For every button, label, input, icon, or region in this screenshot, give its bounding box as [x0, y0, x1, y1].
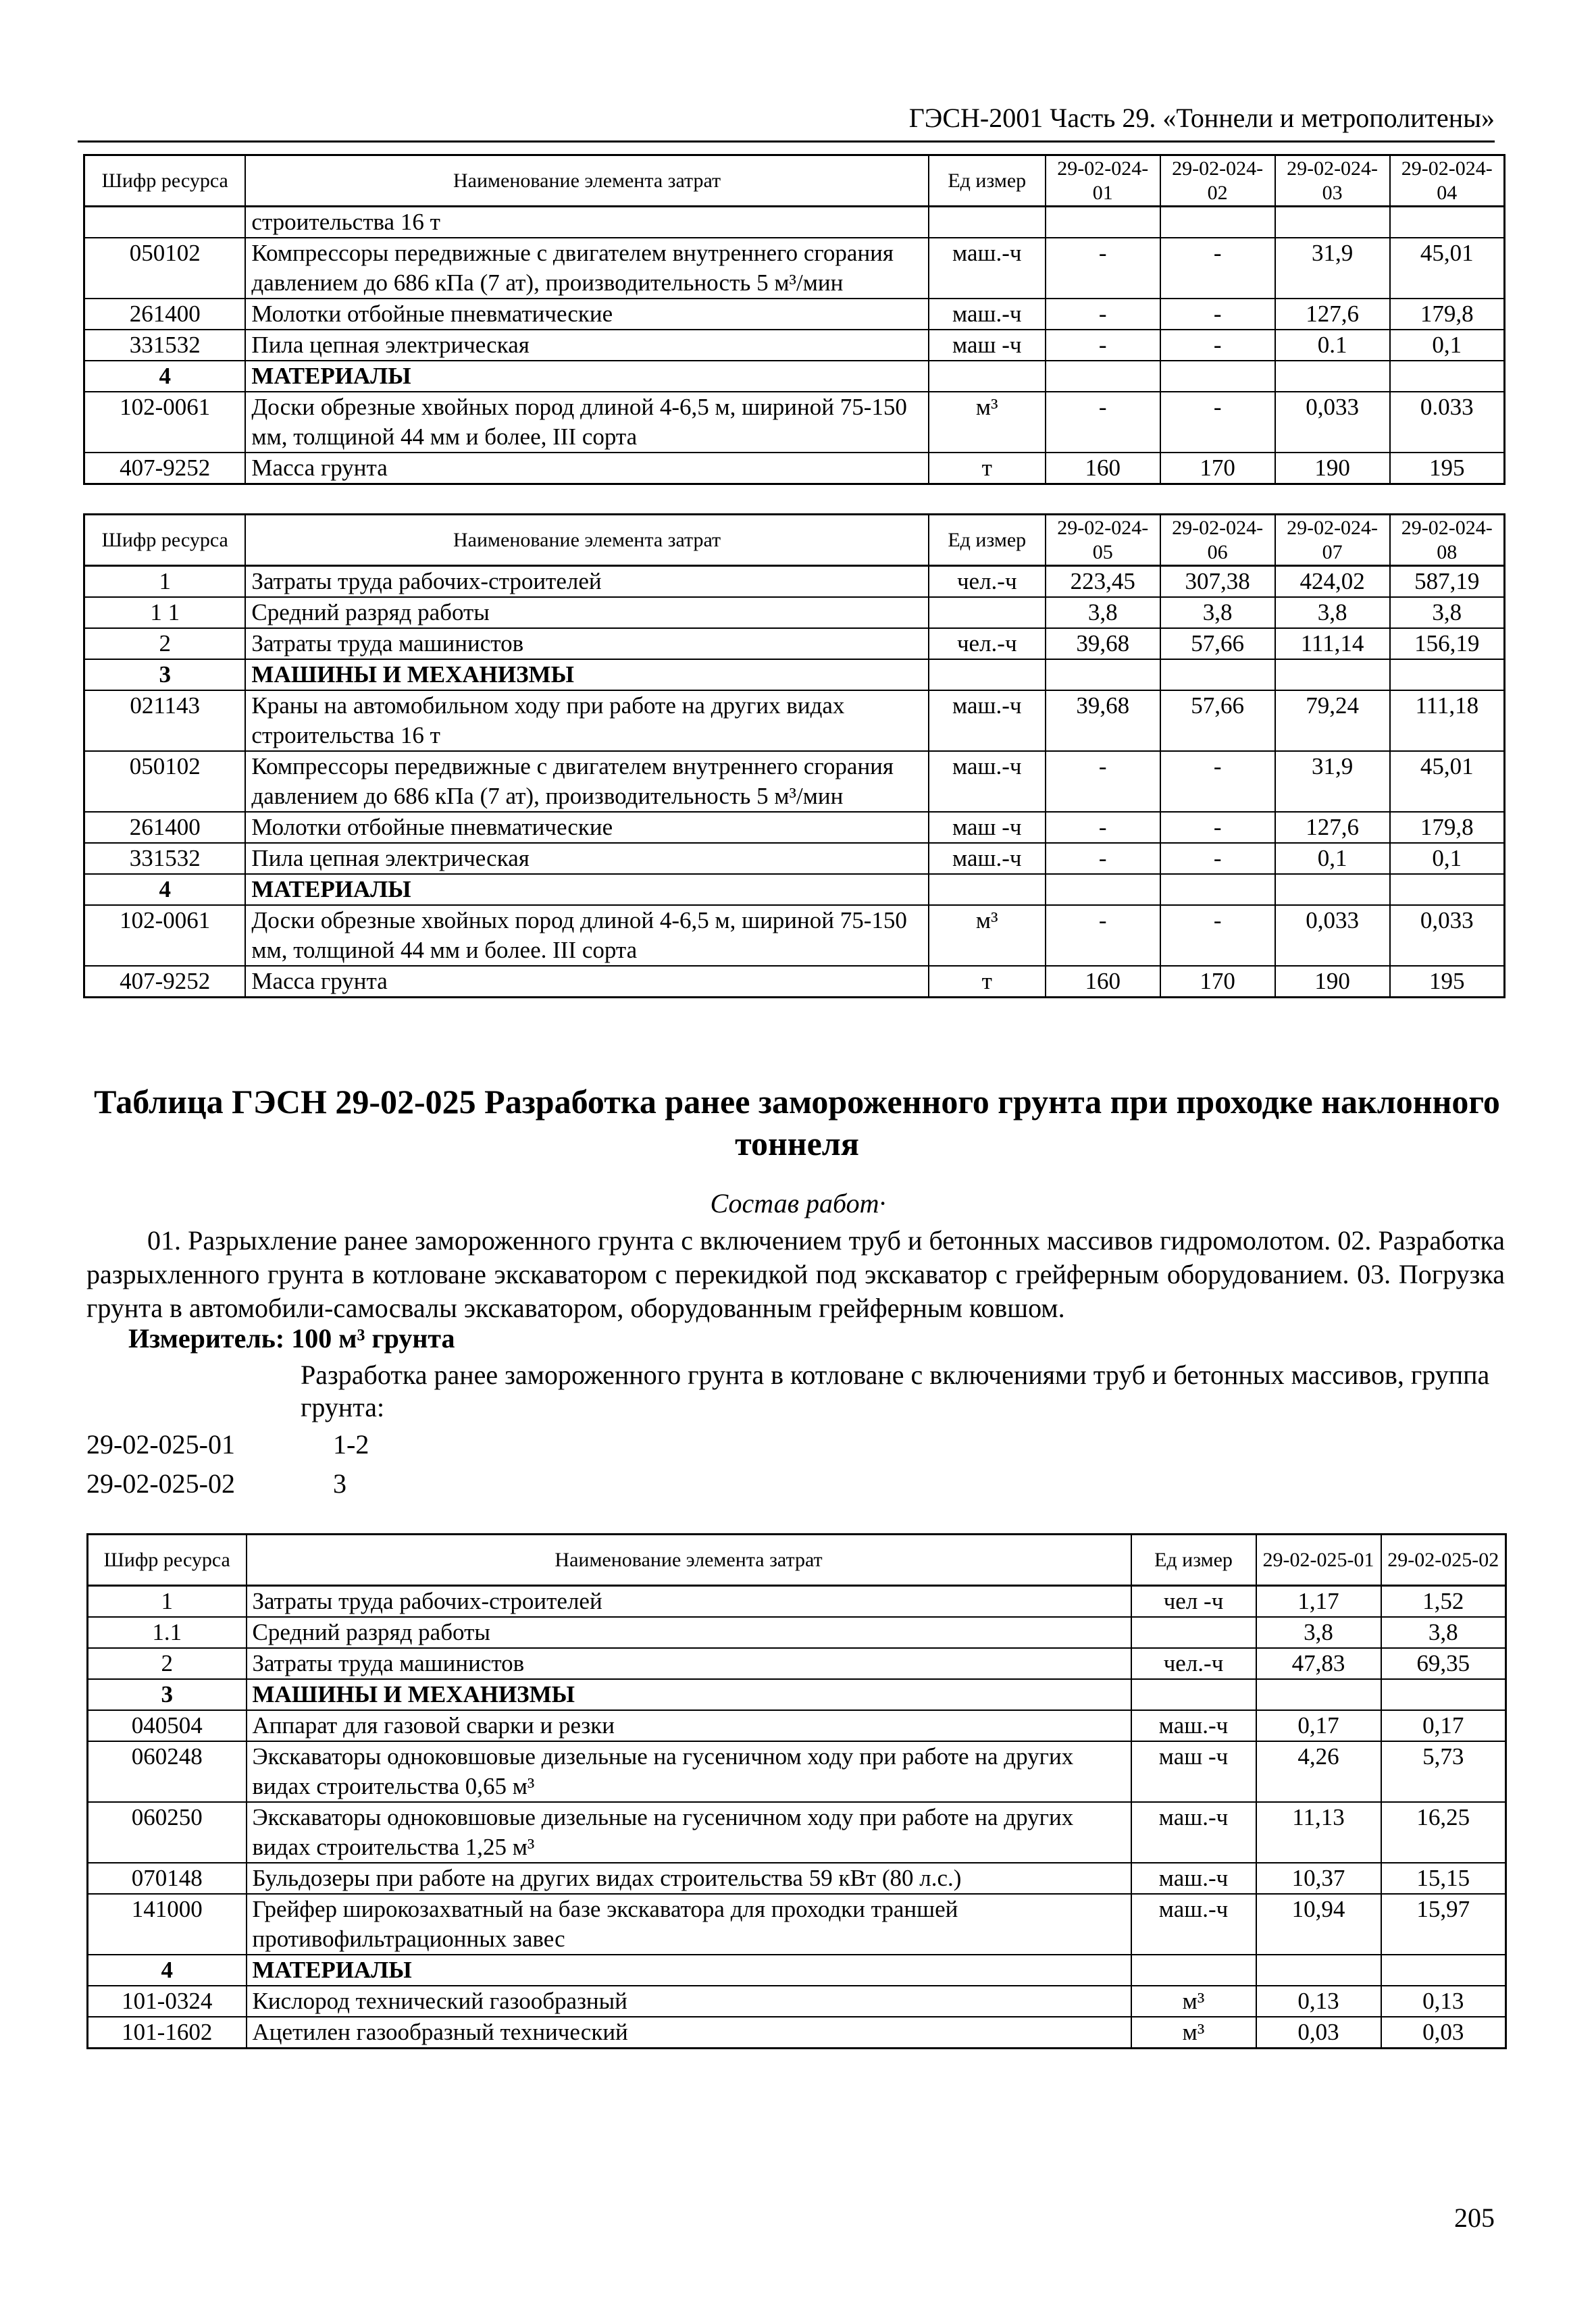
unit-of-measure: Измеритель: 100 м³ грунта — [128, 1323, 455, 1354]
resource-code: 3 — [84, 659, 246, 690]
table-row — [84, 751, 1505, 812]
value-cell: 111,14 — [1275, 628, 1390, 659]
value-cell: 15,97 — [1381, 1894, 1506, 1955]
table-row — [84, 905, 1505, 966]
cost-element-name: МАШИНЫ И МЕХАНИЗМЫ — [247, 1679, 1131, 1710]
resource-code: 102-0061 — [84, 392, 246, 453]
table-row — [84, 843, 1505, 874]
value-cell: 0,1 — [1390, 843, 1505, 874]
column-header: 29-02-024-05 — [1046, 515, 1160, 566]
work-composition-text: 01. Разрыхление ранее замороженного грунта с включением труб и бетонных массивов гидромолотом. 02. Разработка разрыхленного грунта в котловане экскаватором с перекидкой под экскаватор с грейферным оборудованием. 03. Погрузка грунта в автомобили-самосвалы экскаватором, оборудованным грейферным ковшом. — [86, 1225, 1505, 1323]
work-description: Разработка ранее замороженного грунта в котловане с включениями труб и бетонных массивов, группа грунта: — [301, 1360, 1490, 1422]
resource-code — [84, 207, 246, 238]
table-row — [84, 299, 1505, 330]
value-cell: 179,8 — [1390, 812, 1505, 843]
value-cell: 57,66 — [1160, 628, 1275, 659]
value-cell: - — [1160, 392, 1275, 453]
cost-element-name: Средний разряд работы — [247, 1617, 1131, 1648]
unit-cell — [929, 361, 1046, 392]
table-row — [84, 453, 1505, 484]
page-number: 205 — [1454, 2203, 1495, 2233]
value-cell: 127,6 — [1275, 299, 1390, 330]
value-cell — [1256, 1679, 1381, 1710]
table-row — [88, 1617, 1506, 1648]
value-cell: 195 — [1390, 453, 1505, 484]
table-row — [84, 330, 1505, 361]
value-cell — [1381, 1955, 1506, 1986]
value-cell: - — [1160, 330, 1275, 361]
resource-code: 261400 — [84, 299, 246, 330]
value-cell: 170 — [1160, 453, 1275, 484]
value-cell: 57,66 — [1160, 690, 1275, 751]
unit-cell — [929, 597, 1046, 628]
value-cell — [1390, 361, 1505, 392]
table-row — [88, 1741, 1506, 1802]
cost-element-name: МАТЕРИАЛЫ — [247, 1955, 1131, 1986]
value-cell: - — [1046, 812, 1160, 843]
value-cell: 0,033 — [1390, 905, 1505, 966]
cost-element-name: Доски обрезные хвойных пород длиной 4-6,5 м, шириной 75-150 мм, толщиной 44 мм и более, III сорта — [245, 392, 928, 453]
value-cell: 15,15 — [1381, 1863, 1506, 1894]
table-row — [88, 1955, 1506, 1986]
cost-element-name: Грейфер широкозахватный на базе экскаватора для проходки траншей противофильтрационных завес — [247, 1894, 1131, 1955]
value-cell — [1390, 874, 1505, 905]
value-cell: 45,01 — [1390, 238, 1505, 299]
resource-code: 407-9252 — [84, 966, 246, 998]
resource-code: 1 — [84, 566, 246, 598]
value-cell: - — [1160, 751, 1275, 812]
value-cell: 39,68 — [1046, 628, 1160, 659]
cost-element-name: Бульдозеры при работе на других видах строительства 59 кВт (80 л.с.) — [247, 1863, 1131, 1894]
resource-code: 4 — [84, 361, 246, 392]
value-cell: - — [1046, 751, 1160, 812]
value-cell: 0,17 — [1381, 1710, 1506, 1741]
table-row — [84, 690, 1505, 751]
cost-element-name: Компрессоры передвижные с двигателем внутреннего сгорания давлением до 686 кПа (7 ат), производительность 5 м³/мин — [245, 238, 928, 299]
value-cell: - — [1046, 843, 1160, 874]
value-cell: 3,8 — [1160, 597, 1275, 628]
unit-cell: т — [929, 453, 1046, 484]
value-cell: 190 — [1275, 966, 1390, 998]
table-row — [84, 812, 1505, 843]
value-cell — [1275, 207, 1390, 238]
cost-element-name: Затраты труда рабочих-строителей — [247, 1586, 1131, 1618]
value-cell: 127,6 — [1275, 812, 1390, 843]
unit-cell — [929, 659, 1046, 690]
unit-cell: маш.-ч — [1131, 1710, 1256, 1741]
value-cell: 39,68 — [1046, 690, 1160, 751]
resource-code: 331532 — [84, 843, 246, 874]
value-cell — [1160, 874, 1275, 905]
column-header: 29-02-024-04 — [1390, 155, 1505, 207]
column-header: Наименование элемента затрат — [247, 1535, 1131, 1586]
value-cell — [1256, 1955, 1381, 1986]
value-cell: 0,03 — [1256, 2017, 1381, 2049]
column-header: 29-02-025-02 — [1381, 1535, 1506, 1586]
value-cell: 190 — [1275, 453, 1390, 484]
value-cell: 156,19 — [1390, 628, 1505, 659]
unit-cell — [1131, 1617, 1256, 1648]
unit-cell: маш -ч — [929, 812, 1046, 843]
unit-cell: маш.-ч — [929, 751, 1046, 812]
value-cell: 79,24 — [1275, 690, 1390, 751]
unit-cell: маш.-ч — [1131, 1894, 1256, 1955]
cost-element-name: МАТЕРИАЛЫ — [245, 874, 928, 905]
table-row — [88, 1586, 1506, 1618]
table-row — [88, 1863, 1506, 1894]
value-cell: 195 — [1390, 966, 1505, 998]
cost-element-name: Масса грунта — [245, 453, 928, 484]
column-header: Ед измер — [929, 155, 1046, 207]
value-cell: 0.1 — [1275, 330, 1390, 361]
unit-cell — [929, 207, 1046, 238]
unit-cell: м³ — [929, 905, 1046, 966]
resource-code: 101-0324 — [88, 1986, 247, 2017]
resource-table-025 — [86, 1533, 1507, 2049]
unit-cell — [1131, 1679, 1256, 1710]
value-cell: - — [1046, 238, 1160, 299]
value-cell: 11,13 — [1256, 1802, 1381, 1863]
column-header: 29-02-024-07 — [1275, 515, 1390, 566]
norm-code-value: 1-2 — [333, 1429, 369, 1460]
resource-code: 070148 — [88, 1863, 247, 1894]
value-cell: 223,45 — [1046, 566, 1160, 598]
resource-code: 1 1 — [84, 597, 246, 628]
cost-element-name: Масса грунта — [245, 966, 928, 998]
table-row — [84, 597, 1505, 628]
cost-element-name: Экскаваторы одноковшовые дизельные на гусеничном ходу при работе на других видах строительства 0,65 м³ — [247, 1741, 1131, 1802]
value-cell — [1160, 361, 1275, 392]
column-header: 29-02-024-03 — [1275, 155, 1390, 207]
resource-code: 050102 — [84, 238, 246, 299]
value-cell: 587,19 — [1390, 566, 1505, 598]
column-header: 29-02-024-01 — [1046, 155, 1160, 207]
value-cell: 0.033 — [1390, 392, 1505, 453]
table-row — [88, 1802, 1506, 1863]
value-cell — [1160, 207, 1275, 238]
resource-code: 331532 — [84, 330, 246, 361]
resource-code: 060250 — [88, 1802, 247, 1863]
value-cell: - — [1046, 299, 1160, 330]
column-header: 29-02-024-02 — [1160, 155, 1275, 207]
cost-element-name: Экскаваторы одноковшовые дизельные на гусеничном ходу при работе на других видах строительства 1,25 м³ — [247, 1802, 1131, 1863]
cost-element-name: Пила цепная электрическая — [245, 843, 928, 874]
value-cell — [1381, 1679, 1506, 1710]
table-row — [84, 874, 1505, 905]
value-cell: 0,03 — [1381, 2017, 1506, 2049]
resource-code: 101-1602 — [88, 2017, 247, 2049]
resource-code: 407-9252 — [84, 453, 246, 484]
value-cell: 0,1 — [1275, 843, 1390, 874]
table-row — [84, 238, 1505, 299]
value-cell — [1275, 659, 1390, 690]
unit-cell: маш -ч — [1131, 1741, 1256, 1802]
value-cell: 111,18 — [1390, 690, 1505, 751]
unit-cell: м³ — [929, 392, 1046, 453]
unit-cell: маш.-ч — [929, 238, 1046, 299]
resource-table-024-01-04 — [83, 154, 1505, 485]
value-cell — [1275, 361, 1390, 392]
norm-code: 29-02-025-01 — [86, 1429, 235, 1460]
value-cell: 31,9 — [1275, 751, 1390, 812]
resource-code: 3 — [88, 1679, 247, 1710]
value-cell — [1390, 207, 1505, 238]
unit-cell: м³ — [1131, 2017, 1256, 2049]
unit-cell: м³ — [1131, 1986, 1256, 2017]
norm-codes — [86, 1425, 369, 1503]
value-cell — [1390, 659, 1505, 690]
table-row — [84, 566, 1505, 598]
value-cell: - — [1160, 238, 1275, 299]
norm-code: 29-02-025-02 — [86, 1468, 235, 1499]
resource-code: 2 — [84, 628, 246, 659]
value-cell: 10,37 — [1256, 1863, 1381, 1894]
column-header: 29-02-024-08 — [1390, 515, 1505, 566]
section-title: Таблица ГЭСН 29-02-025 Разработка ранее замороженного грунта при проходке наклонного тоннеля — [94, 1083, 1500, 1162]
value-cell: 69,35 — [1381, 1648, 1506, 1679]
value-cell: 10,94 — [1256, 1894, 1381, 1955]
value-cell: 0,033 — [1275, 905, 1390, 966]
table-row — [88, 1986, 1506, 2017]
value-cell: 0,17 — [1256, 1710, 1381, 1741]
column-header: 29-02-024-06 — [1160, 515, 1275, 566]
cost-element-name: Компрессоры передвижные с двигателем внутреннего сгорания давлением до 686 кПа (7 ат), производительность 5 м³/мин — [245, 751, 928, 812]
value-cell: - — [1046, 330, 1160, 361]
value-cell: - — [1160, 812, 1275, 843]
cost-element-name: Молотки отбойные пневматические — [245, 299, 928, 330]
unit-cell: маш.-ч — [929, 299, 1046, 330]
value-cell — [1275, 874, 1390, 905]
table-row — [84, 361, 1505, 392]
value-cell — [1046, 874, 1160, 905]
value-cell: 16,25 — [1381, 1802, 1506, 1863]
cost-element-name: Молотки отбойные пневматические — [245, 812, 928, 843]
value-cell: - — [1046, 392, 1160, 453]
column-header: Шифр ресурса — [84, 515, 246, 566]
unit-cell: чел.-ч — [929, 628, 1046, 659]
value-cell — [1160, 659, 1275, 690]
column-header: Ед измер — [1131, 1535, 1256, 1586]
cost-element-name: МАТЕРИАЛЫ — [245, 361, 928, 392]
resource-code: 021143 — [84, 690, 246, 751]
norm-code-row — [86, 1425, 369, 1464]
cost-element-name: Затраты труда машинистов — [245, 628, 928, 659]
norm-code-row — [86, 1464, 369, 1503]
value-cell — [1046, 361, 1160, 392]
cost-element-name: Ацетилен газообразный технический — [247, 2017, 1131, 2049]
unit-cell: маш -ч — [929, 330, 1046, 361]
cost-element-name: Пила цепная электрическая — [245, 330, 928, 361]
value-cell: - — [1046, 905, 1160, 966]
cost-element-name: Доски обрезные хвойных пород длиной 4-6,5 м, шириной 75-150 мм, толщиной 44 мм и более. III сорта — [245, 905, 928, 966]
resource-table-024-05-08 — [83, 513, 1505, 998]
value-cell: - — [1160, 905, 1275, 966]
cost-element-name: Аппарат для газовой сварки и резки — [247, 1710, 1131, 1741]
value-cell: - — [1160, 843, 1275, 874]
value-cell: 5,73 — [1381, 1741, 1506, 1802]
value-cell — [1046, 659, 1160, 690]
resource-code: 1 — [88, 1586, 247, 1618]
value-cell: 424,02 — [1275, 566, 1390, 598]
value-cell: 3,8 — [1046, 597, 1160, 628]
unit-cell: маш.-ч — [1131, 1802, 1256, 1863]
cost-element-name: МАШИНЫ И МЕХАНИЗМЫ — [245, 659, 928, 690]
cost-element-name: Затраты труда машинистов — [247, 1648, 1131, 1679]
unit-cell: маш.-ч — [929, 690, 1046, 751]
resource-code: 4 — [84, 874, 246, 905]
value-cell: 0,1 — [1390, 330, 1505, 361]
column-header: 29-02-025-01 — [1256, 1535, 1381, 1586]
resource-code: 050102 — [84, 751, 246, 812]
resource-code: 040504 — [88, 1710, 247, 1741]
running-header: ГЭСН-2001 Часть 29. «Тоннели и метрополитены» — [78, 101, 1495, 143]
unit-cell: маш.-ч — [929, 843, 1046, 874]
resource-code: 102-0061 — [84, 905, 246, 966]
value-cell: 0,033 — [1275, 392, 1390, 453]
value-cell: 160 — [1046, 966, 1160, 998]
value-cell: 3,8 — [1381, 1617, 1506, 1648]
value-cell — [1046, 207, 1160, 238]
cost-element-name: Кислород технический газообразный — [247, 1986, 1131, 2017]
column-header: Шифр ресурса — [88, 1535, 247, 1586]
resource-code: 1.1 — [88, 1617, 247, 1648]
table-row — [88, 2017, 1506, 2049]
resource-code: 2 — [88, 1648, 247, 1679]
value-cell: 45,01 — [1390, 751, 1505, 812]
table-row — [88, 1679, 1506, 1710]
value-cell: 3,8 — [1256, 1617, 1381, 1648]
table-row — [84, 392, 1505, 453]
column-header: Шифр ресурса — [84, 155, 246, 207]
column-header: Наименование элемента затрат — [245, 515, 928, 566]
value-cell: 170 — [1160, 966, 1275, 998]
unit-cell: маш.-ч — [1131, 1863, 1256, 1894]
unit-cell: чел.-ч — [929, 566, 1046, 598]
table-row — [88, 1648, 1506, 1679]
unit-cell — [929, 874, 1046, 905]
value-cell: 47,83 — [1256, 1648, 1381, 1679]
cost-element-name: Краны на автомобильном ходу при работе на других видах строительства 16 т — [245, 690, 928, 751]
unit-cell — [1131, 1955, 1256, 1986]
value-cell: 31,9 — [1275, 238, 1390, 299]
unit-cell: чел -ч — [1131, 1586, 1256, 1618]
value-cell: 1,52 — [1381, 1586, 1506, 1618]
resource-code: 261400 — [84, 812, 246, 843]
value-cell: 4,26 — [1256, 1741, 1381, 1802]
value-cell: 3,8 — [1275, 597, 1390, 628]
value-cell: 0,13 — [1256, 1986, 1381, 2017]
cost-element-name: Затраты труда рабочих-строителей — [245, 566, 928, 598]
value-cell: 160 — [1046, 453, 1160, 484]
table-row — [88, 1710, 1506, 1741]
value-cell: 1,17 — [1256, 1586, 1381, 1618]
column-header: Наименование элемента затрат — [245, 155, 928, 207]
value-cell: 307,38 — [1160, 566, 1275, 598]
cost-element-name: Средний разряд работы — [245, 597, 928, 628]
table-row — [88, 1894, 1506, 1955]
column-header: Ед измер — [929, 515, 1046, 566]
unit-cell: т — [929, 966, 1046, 998]
value-cell: 0,13 — [1381, 1986, 1506, 2017]
resource-code: 141000 — [88, 1894, 247, 1955]
value-cell: 179,8 — [1390, 299, 1505, 330]
value-cell: 3,8 — [1390, 597, 1505, 628]
table-row — [84, 628, 1505, 659]
resource-code: 060248 — [88, 1741, 247, 1802]
resource-code: 4 — [88, 1955, 247, 1986]
cost-element-name: строительства 16 т — [245, 207, 928, 238]
table-row — [84, 659, 1505, 690]
table-row — [84, 207, 1505, 238]
table-row — [84, 966, 1505, 998]
norm-code-value: 3 — [333, 1468, 346, 1499]
work-composition-heading: Состав работ· — [710, 1188, 886, 1218]
value-cell: - — [1160, 299, 1275, 330]
unit-cell: чел.-ч — [1131, 1648, 1256, 1679]
